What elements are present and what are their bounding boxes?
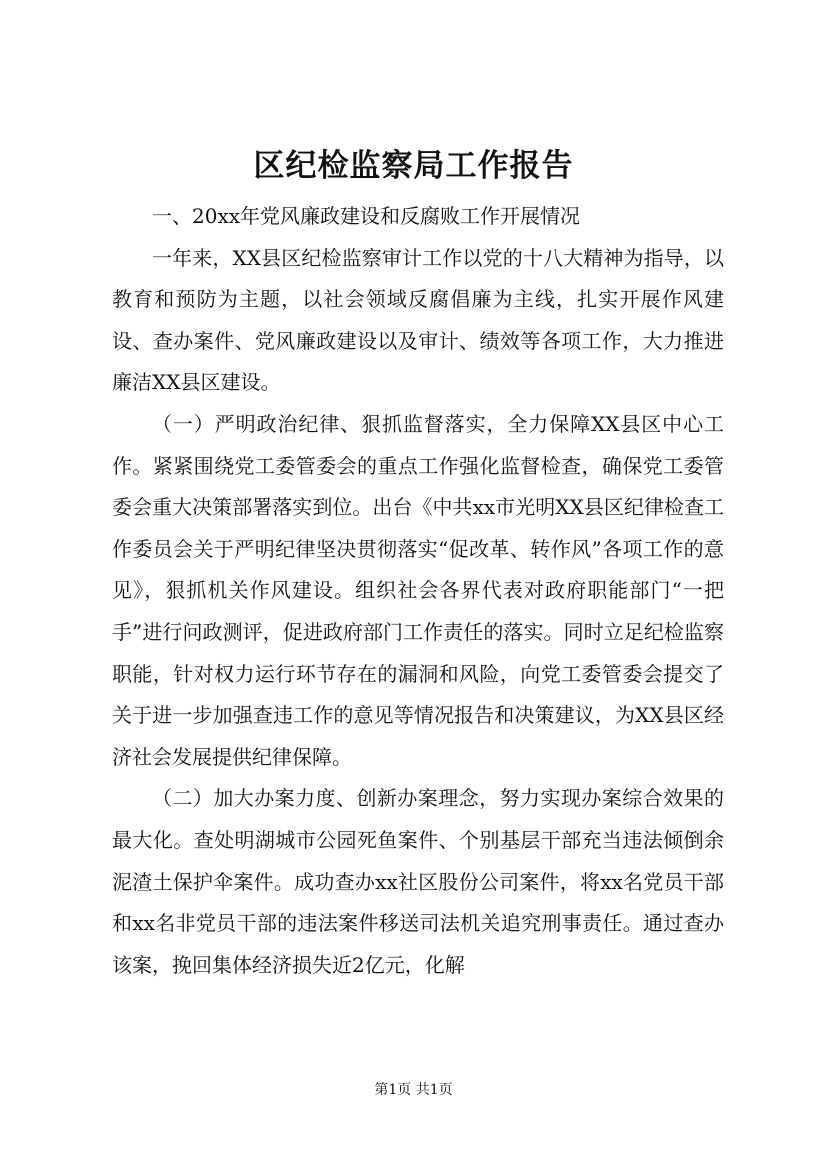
document-title: 区纪检监察局工作报告 (253, 148, 574, 184)
page-footer: 第1页 共1页 (374, 1082, 453, 1098)
paragraph-intro: 一年来，XX县区纪检监察审计工作以党的十八大精神为指导，以教育和预防为主题，以社会领域反腐倡廉为主线，扎实开展作风建设、查办案件、党风廉政建设以及审计、绩效等各项工作，大力推进廉洁XX县区建设。 (112, 245, 724, 395)
paragraph-political-discipline: （一）严明政治纪律、狠抓监督落实，全力保障XX县区中心工作。紧紧围绕党工委管委会的重点工作强化监督检查，确保党工委管委会重大决策部署落实到位。出台《中共xx市光明XX县区纪律检查工作委员会关于严明纪律坚决贯彻落实“促改革、转作风”各项工作的意见》，狠抓机关作风建设。组织社会各界代表对政府职能部门“一把手”进行问政测评，促进政府部门工作责任的落实。同时立足纪检监察职能，针对权力运行环节存在的漏洞和风险，向党工委管委会提交了关于进一步加强查违工作的意见等情况报告和决策建议，为XX县区经济社会发展提供纪律保障。 (112, 411, 724, 769)
paragraph-case-handling: （二）加大办案力度、创新办案理念，努力实现办案综合效果的最大化。查处明湖城市公园死鱼案件、个别基层干部充当违法倾倒余泥渣土保护伞案件。成功查办xx社区股份公司案件，将xx名党员干部和xx名非党员干部的违法案件移送司法机关追究刑事责任。通过查办该案，挽回集体经济损失近2亿元，化解 (112, 786, 724, 977)
section-heading: 一、20xx年党风廉政建设和反腐败工作开展情况 (152, 204, 581, 228)
document-body (112, 196, 724, 986)
